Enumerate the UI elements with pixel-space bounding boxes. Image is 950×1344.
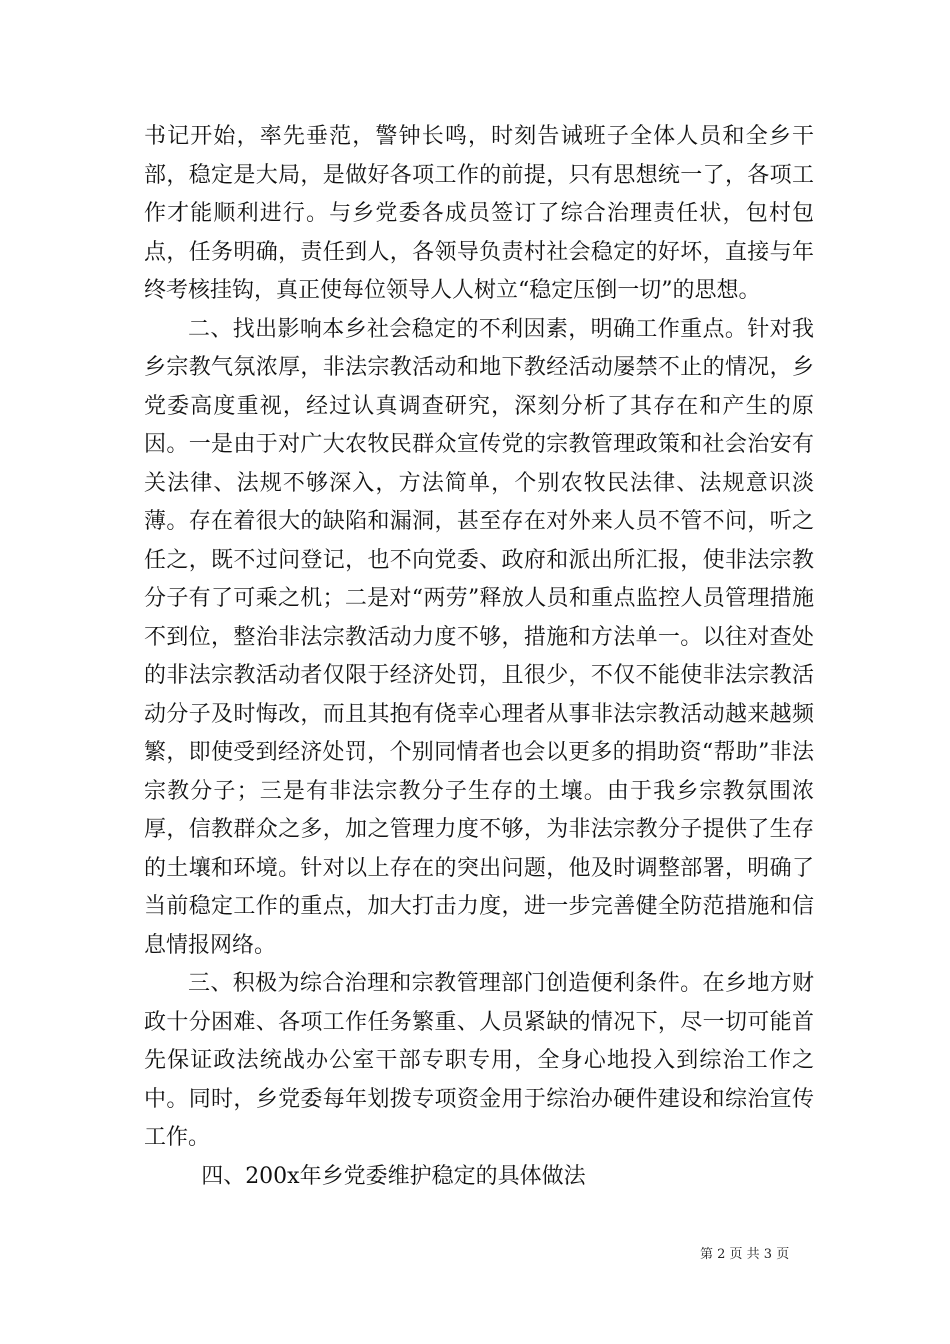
paragraph-section-two: 二、找出影响本乡社会稳定的不利因素，明确工作重点。针对我乡宗教气氛浓厚，非法宗教活动和地下教经活动屡禁不止的情况，乡党委高度重视，经过认真调查研究，深刻分析了其存在和产生的原因。一是由于对广大农牧民群众宣传党的宗教管理政策和社会治安有关法律、法规不够深入，方法简单，个别农牧民法律、法规意识淡薄。存在着很大的缺陷和漏洞，甚至存在对外来人员不管不问，听之任之，既不过问登记，也不向党委、政府和派出所汇报，使非法宗教分子有了可乘之机；二是对“两劳”释放人员和重点监控人员管理措施不到位，整治非法宗教活动力度不够，措施和方法单一。以往对查处的非法宗教活动者仅限于经济处罚，且很少，不仅不能使非法宗教活动分子及时悔改，而且其抱有侥幸心理者从事非法宗教活动越来越频繁，即使受到经济处罚，个别同情者也会以更多的捐助资“帮助”非法宗教分子；三是有非法宗教分子生存的土壤。由于我乡宗教氛围浓厚，信教群众之多，加之管理力度不够，为非法宗教分子提供了生存的土壤和环境。针对以上存在的突出问题，他及时调整部署，明确了当前稳定工作的重点，加大打击力度，进一步完善健全防范措施和信息情报网络。 xyxy=(144,316,814,958)
page-number-footer: 第 2 页 共 3 页 xyxy=(700,1247,790,1262)
paragraph-section-three: 三、积极为综合治理和宗教管理部门创造便利条件。在乡地方财政十分困难、各项工作任务繁重、人员紧缺的情况下，尽一切可能首先保证政法统战办公室干部专职专用，全身心地投入到综治工作之中。同时，乡党委每年划拨专项资金用于综治办硬件建设和综治宣传工作。 xyxy=(144,971,814,1150)
paragraph-section-four-heading: 四、200x年乡党委维护稳定的具体做法 xyxy=(201,1163,586,1189)
paragraph-continuation: 书记开始，率先垂范，警钟长鸣，时刻告诫班子全体人员和全乡干部，稳定是大局，是做好各项工作的前提，只有思想统一了，各项工作才能顺利进行。与乡党委各成员签订了综合治理责任状，包村包点，任务明确，责任到人，各领导负责村社会稳定的好坏，直接与年终考核挂钩，真正使每位领导人人树立“稳定压倒一切”的思想。 xyxy=(144,124,814,303)
document-body xyxy=(144,118,814,1196)
